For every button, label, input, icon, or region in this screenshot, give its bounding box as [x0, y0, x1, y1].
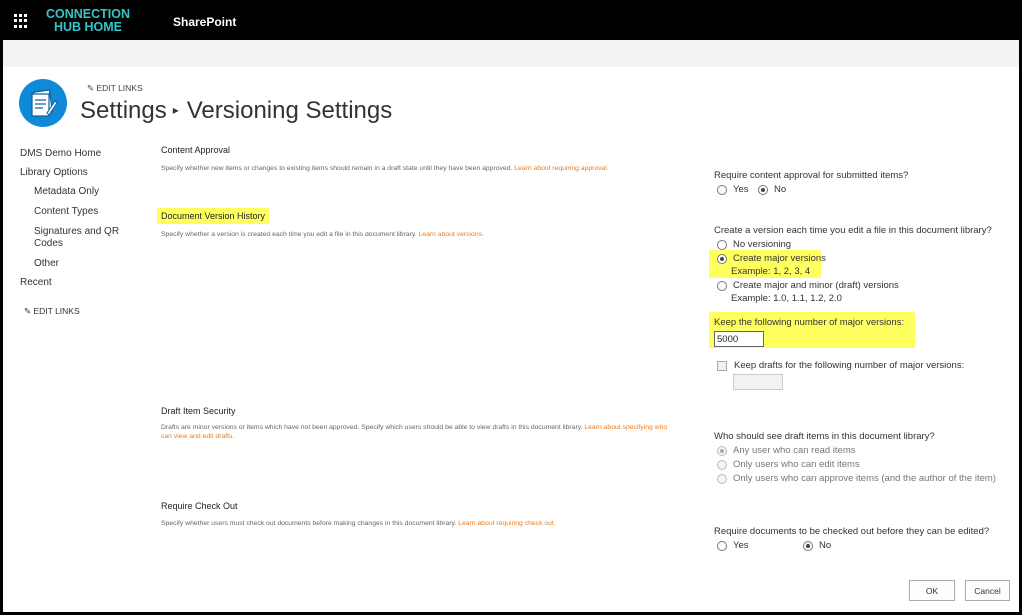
brand-link[interactable]: CONNECTION HUB HOME — [45, 7, 131, 34]
nav-item-other[interactable]: Other — [34, 258, 60, 269]
edit-links-nav[interactable] — [24, 306, 80, 317]
section-desc-content-approval — [161, 164, 681, 173]
learn-approval-link[interactable]: Learn about requiring approval. — [514, 165, 609, 172]
question-draft-security: Who should see draft items in this document library? — [714, 431, 935, 442]
desc-text: Drafts are minor versions or items which have not been approved. Specify which users should be able to view drafts in this document library. — [161, 424, 583, 431]
option-label: No versioning — [733, 239, 792, 250]
radio-approval-yes[interactable] — [717, 185, 727, 195]
desc-text: Specify whether users must check out documents before making changes in this document library. — [161, 520, 457, 527]
option-approval-yes[interactable] — [717, 184, 749, 195]
option-label: Only users who can approve items (and the author of the item) — [733, 473, 996, 484]
page-title — [80, 97, 392, 125]
breadcrumb-separator-icon: ▸ — [172, 103, 179, 117]
edit-links-header[interactable] — [87, 83, 143, 94]
option-label: Any user who can read items — [733, 445, 856, 456]
option-approval-no[interactable] — [758, 184, 786, 195]
option-checkout-yes[interactable] — [717, 540, 749, 551]
keep-drafts-checkbox[interactable] — [717, 361, 727, 371]
option-label: Keep drafts for the following number of major versions: — [734, 360, 965, 371]
nav-item-dms-demo-home[interactable]: DMS Demo Home — [20, 148, 102, 159]
radio-users-approve[interactable] — [717, 474, 727, 484]
section-title-version-history: Document Version History — [157, 208, 269, 224]
nav-item-library-options[interactable]: Library Options — [20, 167, 88, 178]
learn-versions-link[interactable]: Learn about versions. — [418, 231, 484, 238]
desc-text: Specify whether new items or changes to existing items should remain in a draft state until they have been approved. — [161, 165, 513, 172]
learn-drafts-link[interactable]: Learn about specifying who can view and edit drafts. — [161, 424, 668, 440]
option-label: No — [774, 184, 787, 195]
breadcrumb-settings[interactable]: Settings — [80, 97, 167, 124]
learn-checkout-link[interactable]: Learn about requiring check out. — [458, 520, 556, 527]
section-desc-draft-security — [161, 423, 671, 441]
option-no-versioning[interactable] — [717, 239, 791, 250]
ok-button[interactable]: OK — [909, 580, 955, 601]
radio-users-edit[interactable] — [717, 460, 727, 470]
nav-item-metadata-only[interactable]: Metadata Only — [34, 186, 100, 197]
sharepoint-app-link[interactable]: SharePoint — [173, 15, 237, 29]
section-desc-check-out — [161, 519, 681, 528]
nav-item-recent[interactable]: Recent — [20, 277, 52, 288]
option-keep-drafts[interactable] — [717, 360, 964, 371]
nav-item-content-types[interactable]: Content Types — [34, 206, 99, 217]
option-checkout-no[interactable] — [803, 540, 831, 551]
radio-checkout-no[interactable] — [803, 541, 813, 551]
secondary-bar — [3, 40, 1019, 67]
option-label: Only users who can edit items — [733, 459, 860, 470]
site-logo[interactable] — [19, 79, 67, 127]
keep-major-versions-input[interactable] — [714, 331, 764, 347]
question-version-history: Create a version each time you edit a file in this document library? — [714, 225, 992, 236]
radio-major-minor-versions[interactable] — [717, 281, 727, 291]
cancel-button[interactable]: Cancel — [965, 580, 1010, 601]
option-label: No — [819, 540, 832, 551]
app-launcher-icon[interactable] — [14, 14, 28, 28]
radio-any-user-read[interactable] — [717, 446, 727, 456]
pencil-icon: ✎ — [24, 306, 32, 316]
desc-text: Specify whether a version is created each time you edit a file in this document library. — [161, 231, 417, 238]
documents-icon — [19, 79, 67, 127]
radio-no-versioning[interactable] — [717, 240, 727, 250]
keep-major-label: Keep the following number of major versions: — [714, 317, 905, 328]
question-check-out: Require documents to be checked out before they can be edited? — [714, 526, 990, 537]
section-title-draft-security: Draft Item Security — [161, 406, 236, 416]
example-major-minor-versions: Example: 1.0, 1.1, 1.2, 2.0 — [731, 293, 842, 304]
example-major-versions: Example: 1, 2, 3, 4 — [731, 266, 811, 277]
suite-bar — [3, 3, 1019, 40]
pencil-icon: ✎ — [87, 83, 95, 93]
radio-major-versions[interactable] — [717, 254, 727, 264]
keep-drafts-input[interactable] — [733, 374, 783, 390]
edit-links-label: EDIT LINKS — [96, 83, 143, 93]
edit-links-nav-label: EDIT LINKS — [33, 306, 80, 316]
radio-approval-no[interactable] — [758, 185, 768, 195]
breadcrumb-current: Versioning Settings — [186, 97, 393, 124]
option-major-versions[interactable] — [717, 253, 826, 264]
question-content-approval: Require content approval for submitted items? — [714, 170, 909, 181]
section-desc-version-history — [161, 230, 681, 239]
nav-item-signatures-qr[interactable]: Signatures and QR Codes — [34, 226, 120, 249]
option-label: Create major and minor (draft) versions — [733, 280, 899, 291]
option-users-approve[interactable] — [717, 473, 996, 484]
radio-checkout-yes[interactable] — [717, 541, 727, 551]
option-label: Yes — [733, 184, 749, 195]
section-title-check-out: Require Check Out — [161, 501, 238, 511]
option-users-edit[interactable] — [717, 459, 860, 470]
section-title-content-approval: Content Approval — [161, 145, 231, 155]
option-any-user-read[interactable] — [717, 445, 856, 456]
option-label: Create major versions — [733, 253, 826, 264]
option-major-minor-versions[interactable] — [717, 280, 899, 291]
option-label: Yes — [733, 540, 749, 551]
